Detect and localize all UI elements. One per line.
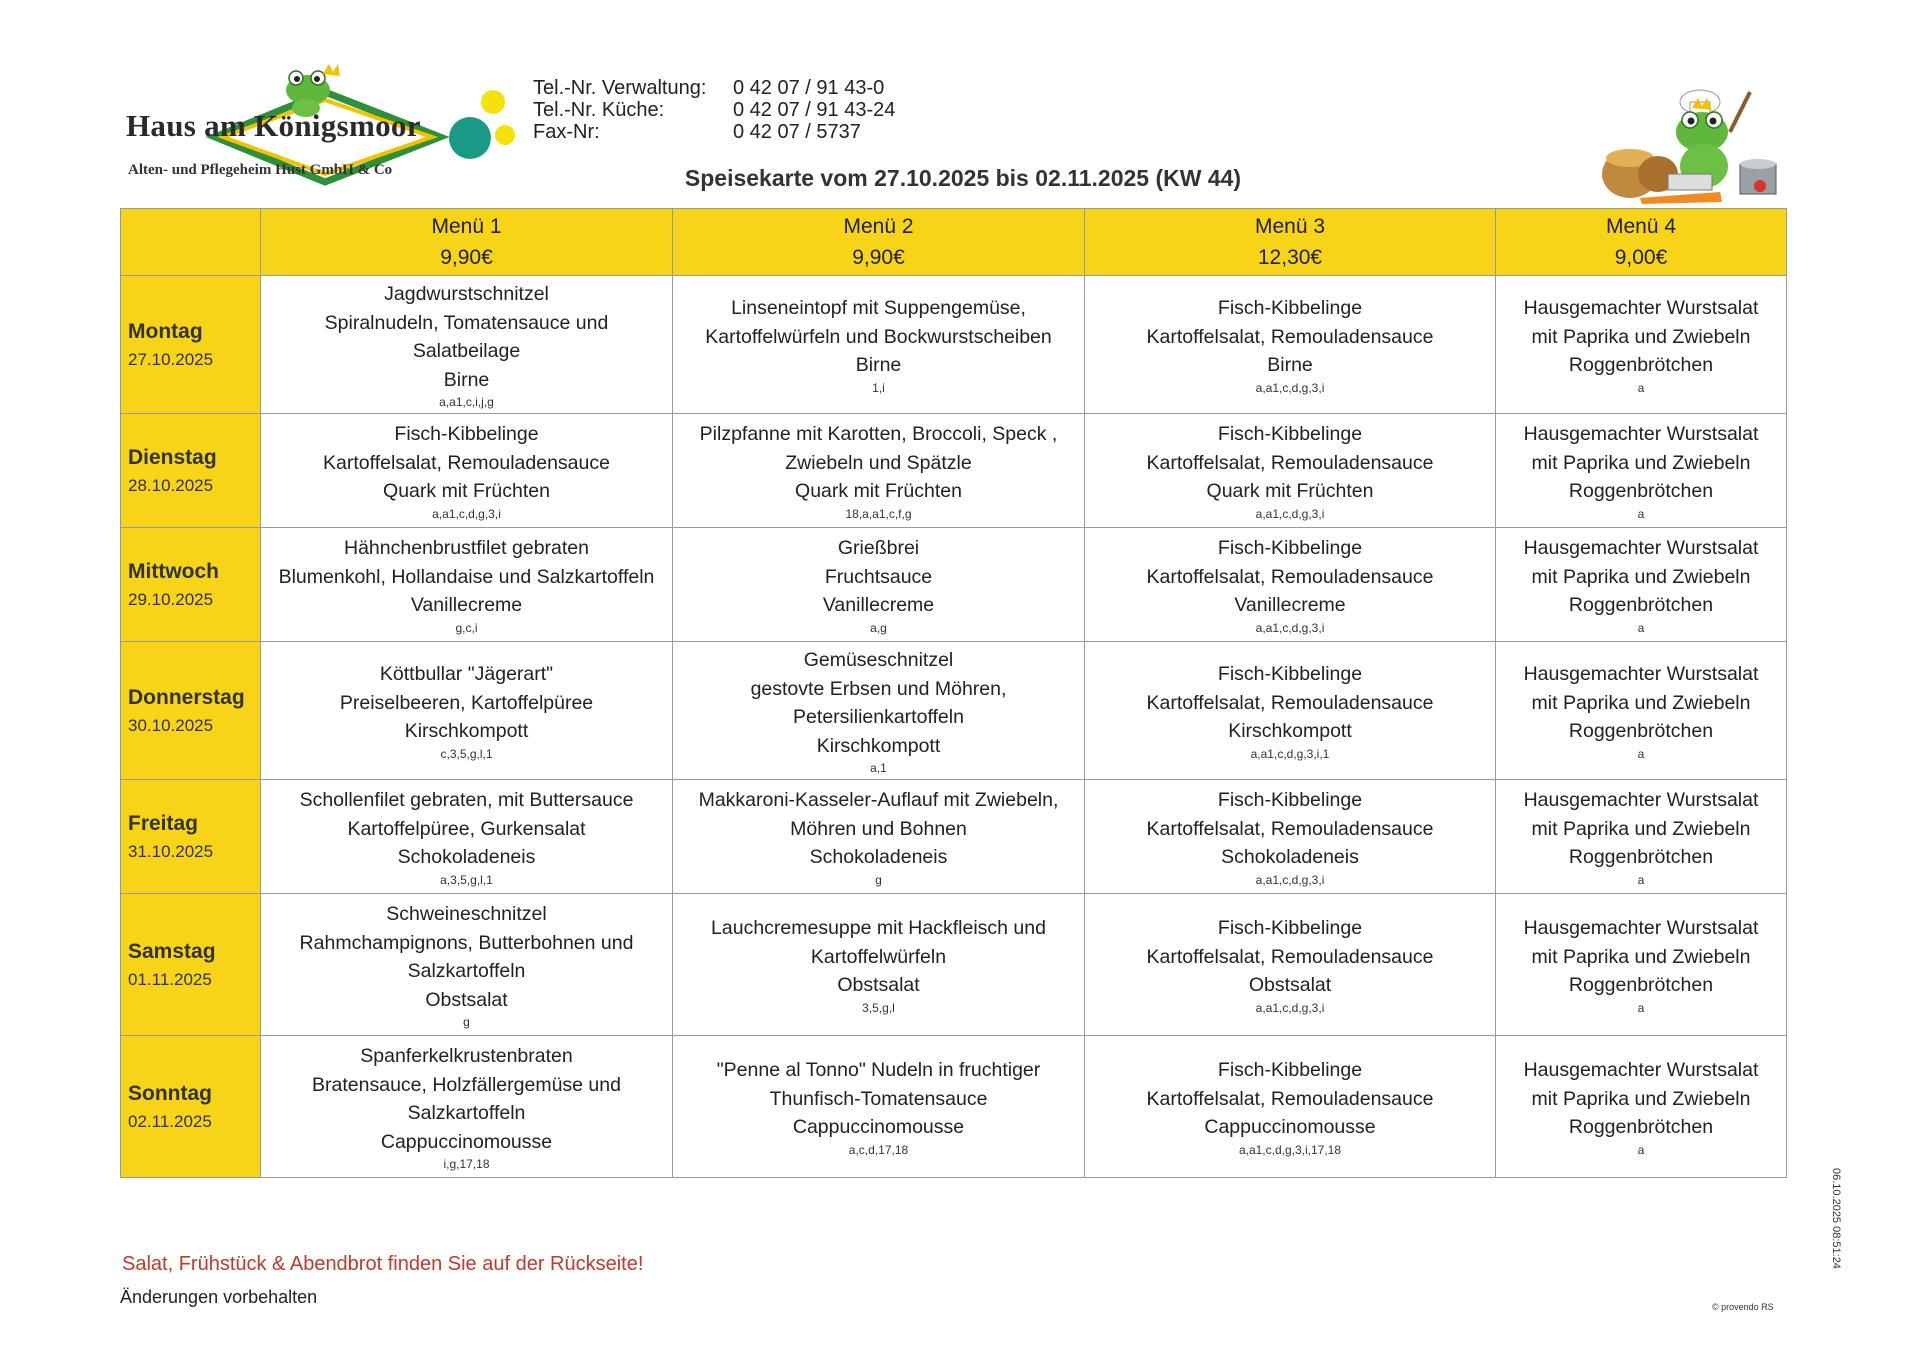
dish-description (673, 914, 1084, 1000)
day-row (121, 780, 1787, 894)
dish-description (1496, 660, 1786, 746)
dish-line: Kartoffelsalat, Remouladensauce (323, 451, 610, 474)
dish-line: Hausgemachter Wurstsalat (1523, 537, 1759, 560)
footer-note: Salat, Frühstück & Abendbrot finden Sie auf der Rückseite! (122, 1253, 644, 1275)
menu-price: 12,30€ (1257, 246, 1323, 269)
dish-line: Blumenkohl, Hollandaise und Salzkartoffeln (278, 565, 655, 588)
dish-description (261, 420, 672, 506)
day-date: 01.11.2025 (128, 969, 212, 989)
allergen-codes: a,a1,c,d,g,3,i,1 (1250, 746, 1330, 761)
dish-cell (1085, 780, 1496, 894)
day-cell (121, 276, 261, 414)
day-row (121, 1036, 1787, 1178)
dish-description (1496, 786, 1786, 872)
dish-cell (673, 642, 1085, 780)
menu-name: Menü 3 (1254, 215, 1326, 238)
menu-name: Menü 4 (1605, 215, 1677, 238)
dish-cell (261, 780, 673, 894)
day-row (121, 276, 1787, 414)
dish-line: Jagdwurstschnitzel (384, 283, 549, 305)
dish-line: Kartoffelpüree, Gurkensalat (347, 817, 586, 840)
allergen-codes: i,g,17,18 (443, 1157, 490, 1171)
day-date: 28.10.2025 (128, 475, 214, 495)
header-corner (121, 209, 261, 276)
day-row (121, 894, 1787, 1036)
allergen-codes: a,a1,c,d,g,3,i (432, 506, 501, 521)
dish-line: Birne (1267, 354, 1313, 377)
dish-line: Kartoffelsalat, Remouladensauce (1146, 451, 1434, 474)
dish-line: Makkaroni-Kasseler-Auflauf mit Zwiebeln, (698, 789, 1059, 812)
dish-line: Kartoffelwürfeln (810, 945, 947, 968)
dish-cell (261, 894, 673, 1036)
dish-cell (673, 1036, 1085, 1178)
dish-line: Hausgemachter Wurstsalat (1523, 789, 1759, 812)
dish-line: Birne (443, 368, 490, 391)
dish-line: Hausgemachter Wurstsalat (1523, 297, 1759, 320)
allergen-codes: a,a1,c,d,g,3,i,17,18 (1238, 1142, 1342, 1157)
dish-line: Roggenbrötchen (1568, 846, 1714, 869)
dish-line: Fisch-Kibbelinge (394, 423, 539, 446)
menu-table (120, 208, 1787, 1178)
menu-price: 9,90€ (440, 246, 493, 269)
dish-cell (1496, 528, 1787, 642)
contact-label: Tel.-Nr. Verwaltung: (533, 77, 707, 99)
dish-cell (261, 276, 673, 414)
dish-cell (1085, 894, 1496, 1036)
dish-line: gestovte Erbsen und Möhren, (750, 677, 1007, 700)
day-row (121, 414, 1787, 528)
allergen-codes: a,a1,c,d,g,3,i (1255, 872, 1325, 887)
allergen-codes: a (1637, 872, 1645, 887)
dish-line: Fisch-Kibbelinge (1217, 663, 1363, 686)
dish-line: mit Paprika und Zwiebeln (1531, 1087, 1751, 1110)
page-title (0, 165, 1920, 192)
dish-line: Roggenbrötchen (1568, 354, 1714, 377)
dish-cell (673, 894, 1085, 1036)
dish-description (1496, 1056, 1786, 1142)
allergen-codes: g (463, 1015, 470, 1029)
dish-line: mit Paprika und Zwiebeln (1531, 945, 1751, 968)
contact-row (533, 77, 895, 99)
footer-disclaimer: Änderungen vorbehalten (120, 1287, 318, 1307)
dish-description (1085, 534, 1495, 620)
dish-line: Quark mit Früchten (795, 480, 962, 503)
day-cell (121, 894, 261, 1036)
dish-description (1085, 914, 1495, 1000)
dish-description (1496, 914, 1786, 1000)
day-name: Montag (128, 319, 203, 343)
dish-line: Hausgemachter Wurstsalat (1523, 917, 1759, 940)
dish-line: Fisch-Kibbelinge (1217, 537, 1363, 560)
dish-description (673, 1056, 1084, 1142)
dish-line: Kartoffelsalat, Remouladensauce (1146, 1087, 1434, 1110)
dish-line: Lauchcremesuppe mit Hackfleisch und (711, 917, 1046, 940)
dish-description (1085, 660, 1495, 746)
day-name: Donnerstag (128, 685, 245, 709)
dish-line: mit Paprika und Zwiebeln (1531, 325, 1751, 348)
dish-description (673, 646, 1084, 760)
dish-line: Cappuccinomousse (792, 1116, 965, 1139)
dish-description (673, 294, 1084, 380)
dish-cell (673, 414, 1085, 528)
dish-description (1496, 534, 1786, 620)
menu-header (673, 209, 1085, 276)
allergen-codes: a,a1,c,i,j,g (439, 395, 494, 409)
menu-header (261, 209, 673, 276)
dish-description (1085, 786, 1495, 872)
dish-description (1085, 420, 1495, 506)
dish-description (1496, 420, 1786, 506)
dish-line: Schokoladeneis (397, 846, 536, 869)
dish-cell (1496, 276, 1787, 414)
dish-description (1085, 294, 1495, 380)
allergen-codes: a (1637, 1000, 1645, 1015)
contact-row (533, 99, 895, 121)
contact-value: 0 42 07 / 5737 (733, 121, 861, 143)
dish-line: Petersilienkartoffeln (793, 706, 964, 728)
allergen-codes: a,g (870, 620, 887, 635)
menu-price: 9,90€ (852, 246, 905, 269)
dish-line: Fisch-Kibbelinge (1217, 423, 1363, 446)
logo-name: Haus am Königsmoor (126, 108, 421, 143)
contact-info (533, 77, 895, 143)
dish-cell (1496, 642, 1787, 780)
day-name: Dienstag (128, 445, 217, 469)
allergen-codes: a,3,5,g,l,1 (440, 872, 493, 887)
dish-line: Kartoffelwürfeln und Bockwurstscheiben (705, 325, 1052, 348)
dish-cell (1496, 414, 1787, 528)
dish-line: Quark mit Früchten (383, 480, 550, 503)
contact-row (533, 121, 895, 143)
dish-line: Kirschkompott (404, 720, 529, 743)
dish-line: mit Paprika und Zwiebeln (1531, 817, 1751, 840)
dish-line: mit Paprika und Zwiebeln (1531, 691, 1751, 714)
dish-line: Zwiebeln und Spätzle (785, 451, 972, 474)
dish-line: Schweineschnitzel (386, 903, 547, 925)
allergen-codes: a (1637, 380, 1645, 395)
allergen-codes: 3,5,g,l (862, 1000, 895, 1015)
day-date: 30.10.2025 (128, 715, 214, 735)
dish-line: Obstsalat (425, 988, 508, 1011)
dish-line: Salatbeilage (412, 340, 521, 362)
day-cell (121, 780, 261, 894)
contact-value: 0 42 07 / 91 43-0 (733, 77, 885, 99)
dish-cell (1496, 894, 1787, 1036)
page-title-text: Speisekarte vom 27.10.2025 bis 02.11.2025 (KW 44) (684, 165, 1242, 191)
day-date: 27.10.2025 (128, 349, 214, 369)
dish-line: Obstsalat (837, 974, 920, 997)
dish-description (1496, 294, 1786, 380)
day-cell (121, 642, 261, 780)
dish-line: Vanillecreme (410, 594, 523, 617)
dish-description (261, 280, 672, 394)
allergen-codes: a,1 (870, 761, 887, 775)
dish-line: Schokoladeneis (809, 846, 948, 869)
allergen-codes: a,a1,c,d,g,3,i (1255, 506, 1325, 521)
dish-cell (673, 276, 1085, 414)
dish-line: Kartoffelsalat, Remouladensauce (1146, 691, 1434, 714)
day-cell (121, 528, 261, 642)
dish-line: Gemüseschnitzel (803, 649, 954, 671)
dish-line: mit Paprika und Zwiebeln (1531, 565, 1751, 588)
logo-subtitle: Alten- und Pflegeheim Hust GmbH & Co (128, 162, 393, 178)
contact-label: Tel.-Nr. Küche: (533, 99, 665, 121)
day-name: Sonntag (128, 1081, 212, 1105)
dish-line: Fisch-Kibbelinge (1217, 789, 1363, 812)
dish-line: Salzkartoffeln (407, 1102, 526, 1124)
dish-cell (1085, 276, 1496, 414)
dish-line: Fisch-Kibbelinge (1217, 297, 1363, 320)
dish-line: Roggenbrötchen (1568, 974, 1714, 997)
dish-cell (261, 528, 673, 642)
dish-cell (261, 414, 673, 528)
day-row (121, 642, 1787, 780)
dish-description (673, 534, 1084, 620)
dish-cell (261, 1036, 673, 1178)
dish-line: Quark mit Früchten (1206, 480, 1374, 503)
print-timestamp: 06.10.2025 08:51:24 (1830, 1168, 1842, 1269)
dish-cell (261, 642, 673, 780)
dish-line: Linseneintopf mit Suppengemüse, (731, 297, 1026, 320)
dish-line: Preiselbeeren, Kartoffelpüree (339, 691, 594, 714)
allergen-codes: 1,i (872, 380, 885, 395)
dish-line: Obstsalat (1248, 974, 1332, 997)
dish-line: Schokoladeneis (1221, 846, 1359, 869)
dish-line: "Penne al Tonno" Nudeln in fruchtiger (716, 1059, 1041, 1082)
menu-body (121, 276, 1787, 1178)
allergen-codes: a (1637, 746, 1645, 761)
dish-line: Vanillecreme (1234, 594, 1346, 617)
menu-price: 9,00€ (1614, 246, 1668, 269)
dish-description (261, 786, 672, 872)
dish-cell (673, 528, 1085, 642)
day-date: 31.10.2025 (128, 841, 214, 861)
dish-description (673, 786, 1084, 872)
copyright: © provendo RS (1712, 1302, 1774, 1312)
allergen-codes: a,a1,c,d,g,3,i (1255, 380, 1325, 395)
day-name: Mittwoch (128, 559, 219, 583)
day-cell (121, 1036, 261, 1178)
dish-line: Kartoffelsalat, Remouladensauce (1146, 945, 1434, 968)
dish-description (1085, 1056, 1495, 1142)
dish-line: Vanillecreme (822, 594, 935, 617)
allergen-codes: a (1637, 620, 1645, 635)
dish-cell (1085, 528, 1496, 642)
dish-line: Hausgemachter Wurstsalat (1523, 423, 1759, 446)
dish-description (261, 900, 672, 1014)
dish-line: Hausgemachter Wurstsalat (1523, 663, 1759, 686)
allergen-codes: a (1637, 1142, 1645, 1157)
menu-header (1496, 209, 1787, 276)
dish-line: Spiralnudeln, Tomatensauce und (324, 311, 609, 334)
dish-line: Spanferkelkrustenbraten (360, 1045, 573, 1067)
dish-line: Salzkartoffeln (407, 960, 526, 982)
dish-cell (673, 780, 1085, 894)
allergen-codes: g (875, 872, 882, 887)
day-date: 02.11.2025 (128, 1111, 212, 1131)
dish-cell (1085, 414, 1496, 528)
allergen-codes: 18,a,a1,c,f,g (845, 506, 912, 521)
dish-cell (1085, 642, 1496, 780)
dish-line: mit Paprika und Zwiebeln (1531, 451, 1751, 474)
dish-description (261, 534, 672, 620)
dish-line: Birne (855, 354, 902, 377)
dish-line: Hausgemachter Wurstsalat (1523, 1059, 1759, 1082)
dish-description (261, 660, 672, 746)
day-row (121, 528, 1787, 642)
dish-line: Roggenbrötchen (1568, 594, 1714, 617)
day-name: Samstag (128, 939, 216, 963)
dish-line: Roggenbrötchen (1568, 480, 1714, 503)
allergen-codes: c,3,5,g,l,1 (440, 746, 493, 761)
day-date: 29.10.2025 (128, 589, 214, 609)
contact-label: Fax-Nr: (533, 121, 600, 143)
day-name: Freitag (128, 811, 199, 835)
dish-line: Köttbullar "Jägerart" (379, 663, 554, 686)
dish-line: Fisch-Kibbelinge (1217, 917, 1363, 940)
dish-line: Kirschkompott (1228, 720, 1352, 743)
dish-line: Cappuccinomousse (1204, 1116, 1376, 1139)
dish-line: Pilzpfanne mit Karotten, Broccoli, Speck , (699, 423, 1058, 446)
dish-line: Möhren und Bohnen (790, 817, 967, 840)
dish-cell (1496, 780, 1787, 894)
dish-line: Rahmchampignons, Butterbohnen und (299, 931, 634, 954)
dish-line: Kartoffelsalat, Remouladensauce (1146, 817, 1434, 840)
dish-line: Kartoffelsalat, Remouladensauce (1146, 565, 1434, 588)
allergen-codes: a,a1,c,d,g,3,i (1255, 1000, 1325, 1015)
dish-description (261, 1042, 672, 1156)
dish-line: Kartoffelsalat, Remouladensauce (1146, 325, 1434, 348)
dish-line: Bratensauce, Holzfällergemüse und (312, 1073, 621, 1096)
contact-value: 0 42 07 / 91 43-24 (733, 99, 896, 121)
allergen-codes: a,c,d,17,18 (848, 1142, 909, 1157)
dish-description (673, 420, 1084, 506)
dish-line: Kirschkompott (816, 734, 941, 757)
dish-line: Roggenbrötchen (1568, 720, 1714, 743)
dish-line: Hähnchenbrustfilet gebraten (344, 537, 589, 560)
menu-header (1085, 209, 1496, 276)
allergen-codes: g,c,i (455, 620, 478, 635)
menu-header-row (121, 209, 1787, 276)
dish-cell (1085, 1036, 1496, 1178)
menu-name: Menü 1 (431, 215, 502, 238)
menu-name: Menü 2 (843, 215, 914, 238)
dish-line: Grießbrei (837, 537, 920, 560)
allergen-codes: a (1637, 506, 1645, 521)
dish-cell (1496, 1036, 1787, 1178)
dish-line: Fruchtsauce (824, 565, 933, 588)
dish-line: Fisch-Kibbelinge (1217, 1059, 1363, 1082)
dish-line: Cappuccinomousse (380, 1130, 553, 1153)
dish-line: Thunfisch-Tomatensauce (769, 1087, 988, 1110)
day-cell (121, 414, 261, 528)
dish-line: Roggenbrötchen (1568, 1116, 1714, 1139)
allergen-codes: a,a1,c,d,g,3,i (1255, 620, 1325, 635)
dish-line: Schollenfilet gebraten, mit Buttersauce (299, 789, 634, 812)
